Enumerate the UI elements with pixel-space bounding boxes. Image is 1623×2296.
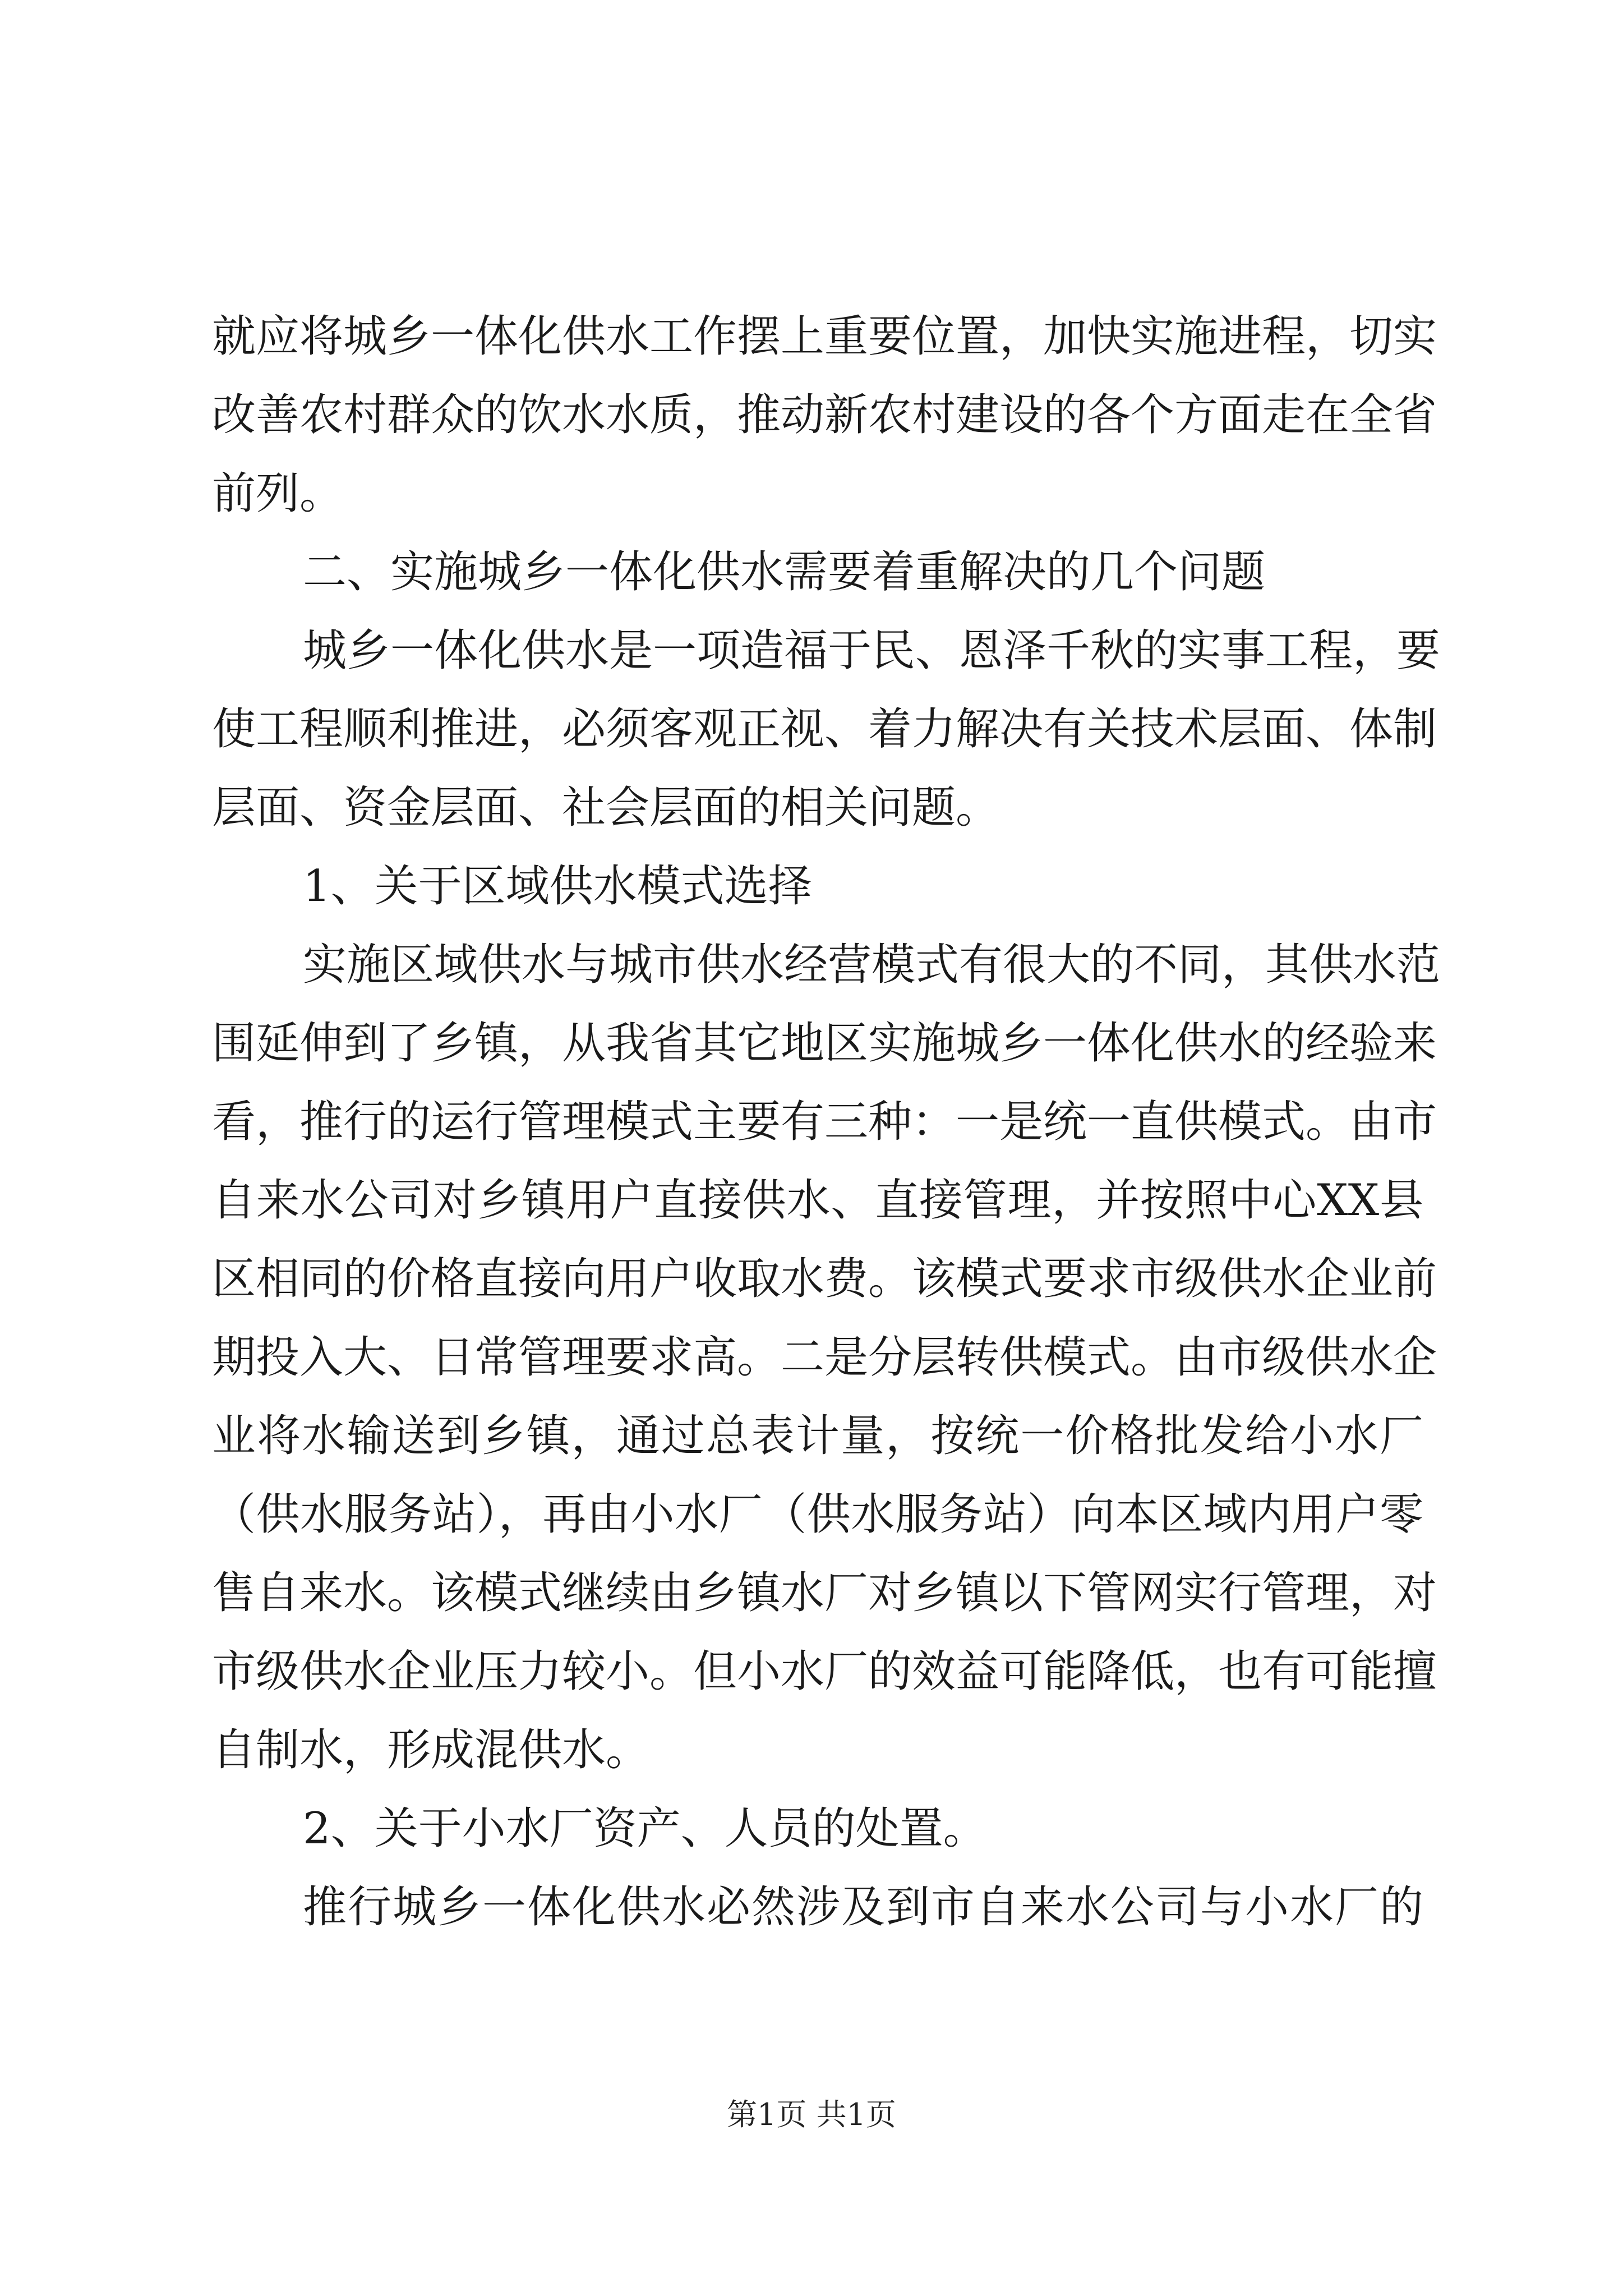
body-text-line: 就应将城乡一体化供水工作摆上重要位置，加快实施进程，切实 xyxy=(212,311,1437,362)
subsection-heading: 2、关于小水厂资产、人员的处置。 xyxy=(303,1803,987,1854)
body-text-line: 使工程顺利推进，必须客观正视、着力解决有关技术层面、体制 xyxy=(212,704,1437,754)
body-text-line: 售自来水。该模式继续由乡镇水厂对乡镇以下管网实行管理，对 xyxy=(212,1568,1437,1618)
body-text-line: 前列。 xyxy=(212,468,344,519)
body-text-line: 看，推行的运行管理模式主要有三种：一是统一直供模式。由市 xyxy=(212,1097,1437,1147)
body-text-line: 期投入大、日常管理要求高。二是分层转供模式。由市级供水企 xyxy=(212,1332,1437,1383)
body-text-line: 区相同的价格直接向用户收取水费。该模式要求市级供水企业前 xyxy=(212,1254,1437,1304)
body-text-line: 层面、资金层面、社会层面的相关问题。 xyxy=(212,783,1000,833)
subsection-heading: 1、关于区域供水模式选择 xyxy=(303,861,812,912)
body-text-line: 城乡一体化供水是一项造福于民、恩泽千秋的实事工程，要 xyxy=(303,625,1441,676)
body-text-line: 推行城乡一体化供水必然涉及到市自来水公司与小水厂的 xyxy=(303,1882,1423,1932)
body-text-line: 自制水，形成混供水。 xyxy=(212,1725,650,1775)
body-text-line: 市级供水企业压力较小。但小水厂的效益可能降低，也有可能擅 xyxy=(212,1646,1437,1697)
section-heading: 二、实施城乡一体化供水需要着重解决的几个问题 xyxy=(303,547,1266,597)
body-text-line: 业将水输送到乡镇，通过总表计量，按统一价格批发给小水厂 xyxy=(212,1411,1423,1461)
body-text-line: 实施区域供水与城市供水经营模式有很大的不同，其供水范 xyxy=(303,940,1441,990)
body-text-line: 自来水公司对乡镇用户直接供水、直接管理，并按照中心XX县 xyxy=(212,1175,1423,1226)
page-number-footer: 第1页 共1页 xyxy=(727,2097,896,2132)
body-text-line: 围延伸到了乡镇，从我省其它地区实施城乡一体化供水的经验来 xyxy=(212,1018,1437,1069)
body-text-line: 改善农村群众的饮水水质，推动新农村建设的各个方面走在全省 xyxy=(212,390,1437,440)
body-text-line: （供水服务站），再由小水厂（供水服务站）向本区域内用户零 xyxy=(212,1489,1423,1540)
